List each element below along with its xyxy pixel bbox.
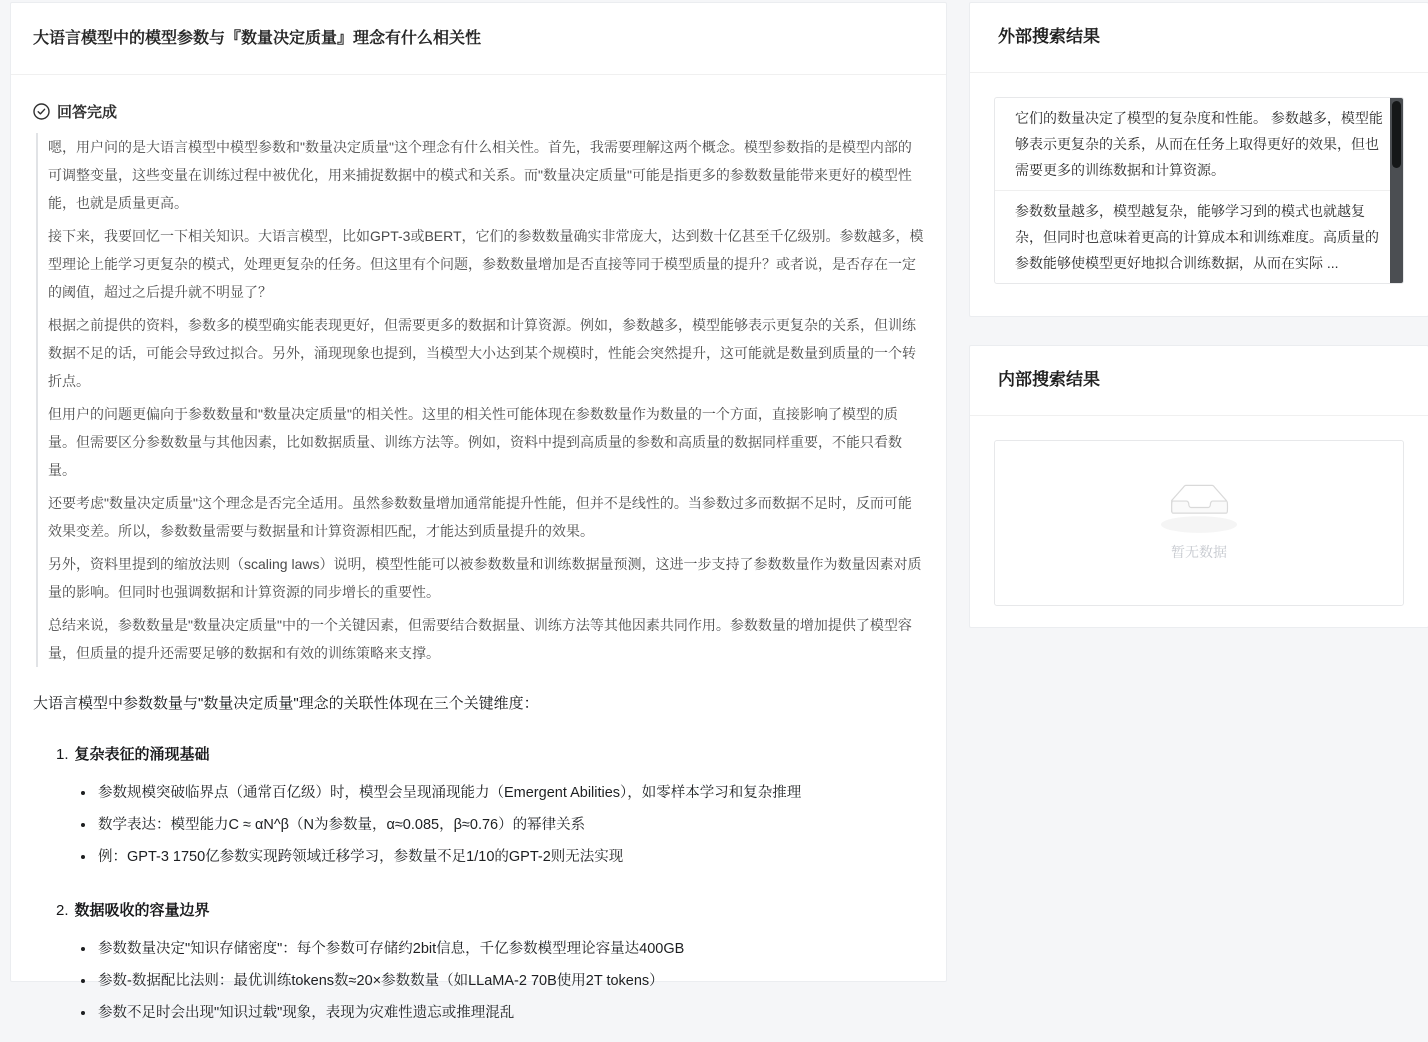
search-result-item[interactable]: 参数数量越多，模型越复杂，能够学习到的模式也就越复杂，但同时也意味着更高的计算成本和训练难度。高质量的参数能够使模型更好地拟合训练数据，从而在实际 ... bbox=[995, 190, 1390, 283]
answer-bullet: • 数学表达：模型能力C ≈ αN^β（N为参数量，α≈0.085，β≈0.76）的幂律关系 bbox=[96, 812, 924, 839]
external-search-card bbox=[969, 2, 1428, 317]
thinking-quote-block bbox=[36, 133, 924, 667]
thinking-paragraph: 另外，资料里提到的缩放法则（scaling laws）说明，模型性能可以被参数数量和训练数据量预测，这进一步支持了参数数量作为数量因素对质量的影响。但同时也强调数据和计算资源的同步增长的重要性。 bbox=[48, 556, 922, 600]
external-search-title: 外部搜索结果 bbox=[998, 27, 1100, 46]
answer-bullet-list bbox=[33, 936, 924, 1027]
answer-section-heading bbox=[56, 900, 924, 921]
results-scrollbar-track[interactable] bbox=[1390, 98, 1403, 283]
empty-inbox-icon bbox=[1161, 484, 1237, 533]
answer-status-label: 回答完成 bbox=[57, 104, 118, 121]
answer-card bbox=[10, 2, 947, 1021]
answer-status-toggle[interactable] bbox=[33, 101, 924, 122]
thinking-paragraph: 但用户的问题更偏向于参数数量和"数量决定质量"的相关性。这里的相关性可能体现在参数数量作为数量的一个方面，直接影响了模型的质量。但需要区分参数数量与其他因素，比如数据质量、训练方法等。例如，资料中提到高质量的参数和高质量的数据同样重要，不能只看数量。 bbox=[48, 406, 902, 478]
internal-search-title: 内部搜索结果 bbox=[998, 370, 1100, 389]
section-number: 2. bbox=[56, 902, 69, 919]
internal-search-body bbox=[970, 416, 1428, 630]
internal-search-header bbox=[970, 346, 1428, 416]
answer-bullet: • 参数规模突破临界点（通常百亿级）时，模型会呈现涌现能力（Emergent Abilities），如零样本学习和复杂推理 bbox=[96, 780, 924, 807]
answer-bullet: • 例：GPT-3 1750亿参数实现跨领域迁移学习，参数量不足1/10的GPT-2则无法实现 bbox=[96, 844, 924, 871]
answer-bullet: • 参数不足时会出现"知识过载"现象，表现为灾难性遗忘或推理混乱 bbox=[96, 1000, 924, 1027]
answer-intro: 大语言模型中参数数量与"数量决定质量"理念的关联性体现在三个关键维度： bbox=[33, 695, 539, 712]
answer-body bbox=[11, 75, 946, 1042]
answer-section-heading bbox=[56, 744, 924, 765]
empty-state bbox=[994, 440, 1404, 606]
thinking-paragraph: 嗯，用户问的是大语言模型中模型参数和"数量决定质量"这个理念有什么相关性。首先，我需要理解这两个概念。模型参数指的是模型内部的可调整变量，这些变量在训练过程中被优化，用来捕捉数据中的模式和关系。而"数量决定质量"可能是指更多的参数数量能带来更好的模型性能，也就是质量更高。 bbox=[48, 139, 912, 211]
question-header bbox=[11, 3, 946, 75]
thinking-paragraph: 根据之前提供的资料，参数多的模型确实能表现更好，但需要更多的数据和计算资源。例如，参数越多，模型能够表示更复杂的关系，但训练数据不足的话，可能会导致过拟合。另外，涌现现象也提到，当模型大小达到某个规模时，性能会突然提升，这可能就是数量到质量的一个转折点。 bbox=[48, 317, 916, 389]
answer-bullet: • 参数数量决定"知识存储密度"：每个参数可存储约2bit信息，千亿参数模型理论容量达400GB bbox=[96, 936, 924, 963]
empty-state-label: 暂无数据 bbox=[1171, 544, 1227, 560]
external-search-header bbox=[970, 3, 1428, 73]
section-title: 数据吸收的容量边界 bbox=[74, 902, 210, 919]
internal-search-card bbox=[969, 345, 1428, 628]
thinking-paragraph: 接下来，我要回忆一下相关知识。大语言模型，比如GPT-3或BERT，它们的参数数量确实非常庞大，达到数十亿甚至千亿级别。参数越多，模型理论上能学习更复杂的模式，处理更复杂的任务。但这里有个问题，参数数量增加是否直接等同于模型质量的提升？或者说，是否存在一定的阈值，超过之后提升就不明显了？ bbox=[48, 228, 924, 300]
search-result-item[interactable]: 它们的数量决定了模型的复杂度和性能。 参数越多，模型能够表示更复杂的关系，从而在任务上取得更好的效果，但也需要更多的训练数据和计算资源。 bbox=[1015, 110, 1383, 178]
answer-bullet: • 参数-数据配比法则：最优训练tokens数≈20×参数数量（如LLaMA-2 70B使用2T tokens） bbox=[96, 968, 924, 995]
section-number: 1. bbox=[56, 746, 69, 763]
external-search-body bbox=[970, 73, 1428, 308]
check-circle-icon bbox=[33, 103, 50, 120]
section-title: 复杂表征的涌现基础 bbox=[74, 746, 210, 763]
results-scrollbar-thumb[interactable] bbox=[1392, 101, 1401, 168]
answer-bullet-list bbox=[33, 780, 924, 871]
question-title: 大语言模型中的模型参数与『数量决定质量』理念有什么相关性 bbox=[33, 30, 482, 47]
external-results-list bbox=[994, 97, 1404, 284]
thinking-paragraph: 还要考虑"数量决定质量"这个理念是否完全适用。虽然参数数量增加通常能提升性能，但并不是线性的。当参数过多而数据不足时，反而可能效果变差。所以，参数数量需要与数据量和计算资源相匹配，才能达到质量提升的效果。 bbox=[48, 495, 912, 539]
thinking-paragraph: 总结来说，参数数量是"数量决定质量"中的一个关键因素，但需要结合数据量、训练方法等其他因素共同作用。参数数量的增加提供了模型容量，但质量的提升还需要足够的数据和有效的训练策略来支撑。 bbox=[48, 617, 912, 661]
